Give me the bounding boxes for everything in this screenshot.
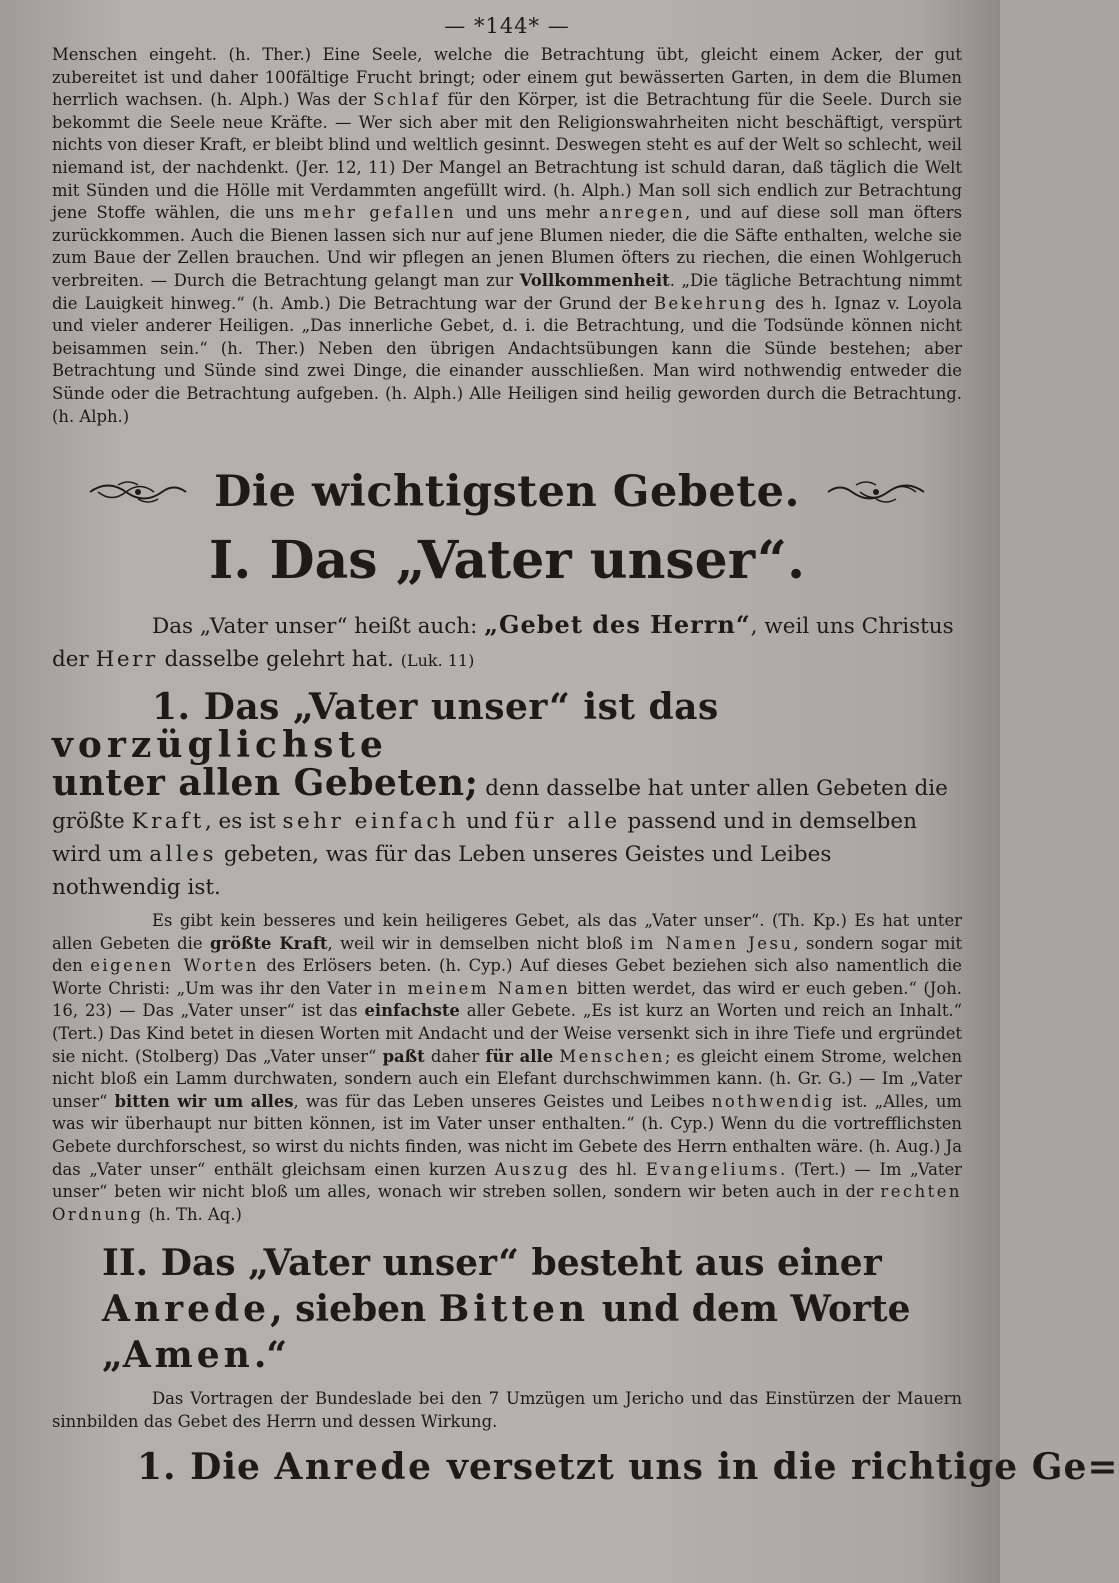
spaced-heading-word: Anrede xyxy=(274,1445,434,1488)
paragraph-our-father xyxy=(52,910,962,1226)
spaced-word: rechten Ordnung xyxy=(52,1182,962,1224)
heading-run: 1. Das „Vater unser“ ist das xyxy=(152,686,719,729)
bold-word: paßt xyxy=(382,1046,425,1066)
intro-paragraph xyxy=(52,608,962,677)
spaced-word: sehr einfach xyxy=(282,809,460,835)
text-run: und uns mehr xyxy=(456,203,599,223)
text-run: ist. „Alles, um was wir überhaupt nur bitten können, ist im Vater unser enthalten.“ (h. Cyp.) Wenn du die vortrefflichsten Gebete durchforschest, so wirst du nichts finden, was nicht im Gebete des Herrn enthalten wäre. (h. Aug.) Ja das „Vater unser“ enthält gleichsam einen kurzen xyxy=(52,1091,962,1179)
final-heading xyxy=(137,1445,1119,1488)
heading-run: , sieben xyxy=(270,1288,439,1331)
text-run: , es ist xyxy=(204,809,283,835)
spaced-word: nothwendig xyxy=(711,1091,835,1111)
bold-word: für alle xyxy=(485,1046,554,1066)
spaced-word: Menschen xyxy=(559,1046,665,1066)
bold-word: bitten wir um alles xyxy=(114,1091,294,1111)
text-run: des hl. xyxy=(570,1159,646,1179)
heading-run: II. Das „Vater unser“ besteht aus einer xyxy=(102,1242,882,1285)
spaced-word: im Namen Jesu xyxy=(630,933,794,953)
text-run: passend und in demselben wird um xyxy=(52,809,917,868)
text-run: des Erlösers beten. (h. Cyp.) Auf dieses Gebet beziehen sich also namentlich die Worte Christi: „Um was ihr den Vater xyxy=(52,956,963,998)
spaced-word: anregen xyxy=(598,203,686,223)
chapter-title: I. Das „Vater unser“. xyxy=(208,530,806,592)
spaced-heading-word: Amen xyxy=(122,1334,254,1377)
spaced-word: Evangeliums xyxy=(645,1159,781,1179)
text-run: Es gibt kein besseres und kein heiligeres Gebet, als das „Vater unser“. (Th. Kp.) Es hat unter allen Gebeten die xyxy=(52,911,962,953)
spaced-word: Herr xyxy=(95,647,158,673)
text-run: für den Körper, ist die Betrachtung für die Seele. Durch sie bekommt die Seele neue Kräfte. — Wer sich aber mit den Religionswahrheiten nicht beschäftigt, verspürt nichts von dieser Kraft, er bleibt blind und weltlich gesinnt. Deswegen steht es auf der Welt so schlecht, weil niemand ist, der nachdenkt. (Jer. 12, 11) Der Mangel an Betrachtung ist schuld daran, daß täglich die Welt mit Sünden und die Hölle mit Verdammten angefüllt wird. (h. Alph.) Man soll sich endlich zur Betrachtung jene Stoffe wählen, die uns xyxy=(52,90,963,223)
bible-reference: (Luk. 11) xyxy=(400,651,475,671)
text-run: bitten werdet, das wird er euch geben.“ (Joh. 16, 23) — Das „Vater unser“ ist das xyxy=(52,978,962,1021)
heading-run: und dem Worte „ xyxy=(102,1288,911,1377)
text-run: des h. Ignaz v. Loyola und vieler anderer Heiligen. „Das innerliche Gebet, d. i. die Betrachtung, und die Todsünde können nicht beisammen sein.“ (h. Ther.) Neben den übrigen Andachtsübungen kann die Sünde bestehen; aber Betrachtung und Sünde sind zwei Dinge, die einander ausschließen. Man wird nothwendig entweder die Sünde oder die Betrachtung aufgeben. (h. Alph.) Alle Heiligen sind heilig geworden durch die Betrachtung. (h. Alph.) xyxy=(52,293,962,426)
spaced-heading-word: Anrede xyxy=(102,1288,271,1331)
text-run: Menschen eingeht. (h. Ther.) Eine Seele, welche die Betrachtung übt, gleicht einem Acker, der gut zubereitet ist und daher 100fältige Frucht bringt; oder einem gut bewässerten Garten, in dem die Blumen herrlich wachsen. (h. Alph.) Was der xyxy=(52,45,962,110)
text-run: denn dasselbe hat unter allen Gebeten die größte xyxy=(52,776,948,835)
spaced-word: eigenen Worten xyxy=(90,956,259,976)
heading-run: versetzt uns in die richtige Ge= xyxy=(433,1445,1119,1488)
text-run: , weil uns Christus der xyxy=(52,614,954,673)
page-number: — *144* — xyxy=(444,14,570,38)
spaced-word: für alle xyxy=(514,809,621,835)
principle-one xyxy=(52,686,962,904)
text-run: Das „Vater unser“ heißt auch: xyxy=(152,614,485,640)
spaced-word: in meinem Namen xyxy=(377,978,571,998)
text-run: . „Die tägliche Betrachtung nimmt die Lauigkeit hinweg.“ (h. Amb.) Die Betrachtung war der Grund der xyxy=(52,270,963,313)
bold-word: Vollkommenheit xyxy=(519,270,670,290)
bold-word: einfachste xyxy=(364,1001,460,1021)
text-run: ; es gleicht einem Strome, welchen nicht bloß ein Lamm durchwaten, sondern auch ein Elefant durchschwimmen kann. (h. Gr. G.) — Im „Vater unser“ xyxy=(52,1046,963,1111)
text-run: , sondern sogar mit den xyxy=(52,933,963,976)
spaced-heading-word: Bitten xyxy=(438,1288,590,1331)
bold-word: größte Kraft xyxy=(210,933,328,953)
left-ornament-icon xyxy=(88,477,188,507)
paragraph-ark: Das Vortragen der Bundeslade bei den 7 Umzügen um Jericho und das Einstürzen der Mauern sinnbilden das Gebet des Herrn und dessen Wirkung. xyxy=(52,1389,962,1431)
text-run: . (Tert.) — Im „Vater unser“ beten wir nicht bloß um alles, wonach wir streben sollen, sondern wir beten auch in der xyxy=(52,1159,963,1202)
text-run: und xyxy=(459,809,515,835)
spaced-word: mehr gefallen xyxy=(303,203,457,223)
paragraph-meditation xyxy=(52,44,962,428)
spaced-word: Schlaf xyxy=(373,90,441,110)
heading-run: unter allen Gebeten; xyxy=(52,762,479,805)
heading-run: .“ xyxy=(253,1334,288,1377)
section-title: Die wichtigsten Gebete. xyxy=(214,467,800,518)
section-heading xyxy=(52,462,962,522)
spaced-word: Kraft xyxy=(131,809,205,835)
text-run: , was für das Leben unseres Geistes und Leibes xyxy=(293,1091,712,1111)
text-run: , und auf diese soll man öfters zurückkommen. Auch die Bienen lassen sich nur auf jene Blumen nieder, die die Säfte enthalten, welche sie zum Baue der Zellen brauchen. Und wir pflegen an jenen Blumen öfters zu riechen, die einen Wohlgeruch verbreiten. — Durch die Betrachtung gelangt man zur xyxy=(52,203,962,290)
spaced-word: alles xyxy=(149,842,218,868)
text-run: (h. Th. Aq.) xyxy=(143,1204,242,1224)
spaced-word: Auszug xyxy=(494,1159,571,1179)
heading-run: 1. Die xyxy=(137,1445,275,1488)
text-run: gebeten, was für das Leben unseres Geistes und Leibes nothwendig ist. xyxy=(52,842,832,901)
spaced-word: Bekehrung xyxy=(653,293,768,313)
bold-word: „Gebet des Herrn“ xyxy=(484,610,751,640)
text-run: , weil wir in demselben nicht bloß xyxy=(327,933,631,953)
right-ornament-icon xyxy=(826,477,926,507)
spaced-heading-word: vorzüglichste xyxy=(52,724,388,767)
text-run: dasselbe gelehrt hat. xyxy=(157,647,401,673)
principle-two xyxy=(52,1240,962,1378)
text-run: aller Gebete. „Es ist kurz an Worten und reich an Inhalt.“ (Tert.) Das Kind betet in diesen Worten mit Andacht und der Weise versenkt sich in ihre Tiefe und ergründet sie nicht. (Stolberg) Das „Vater unser“ xyxy=(52,1001,962,1066)
text-run: daher xyxy=(424,1046,486,1066)
